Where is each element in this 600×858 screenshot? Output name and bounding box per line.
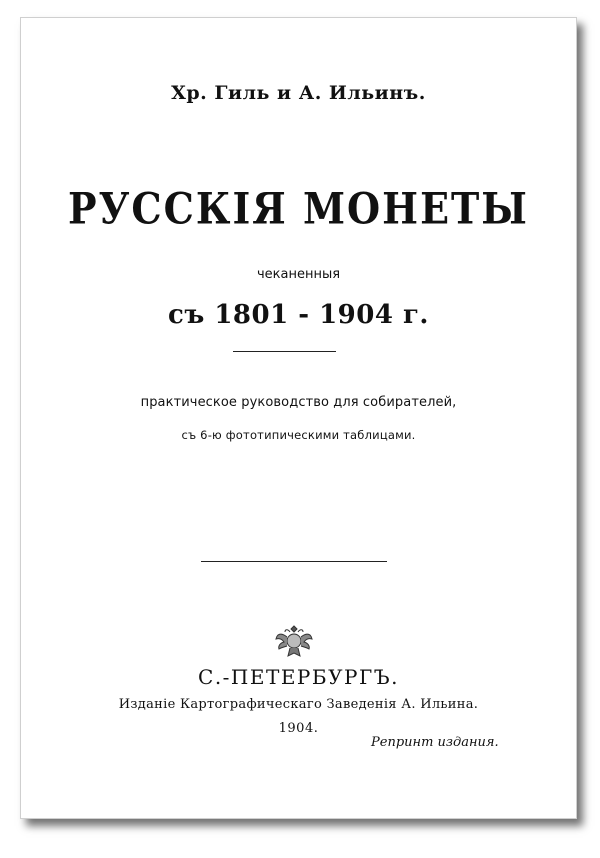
publisher: Изданіе Картографическаго Заведенія А. Ильина. xyxy=(118,697,479,712)
subtitle: чеканенныя xyxy=(256,267,341,282)
reprint-note: Репринт издания. xyxy=(371,735,499,750)
title-page xyxy=(20,17,577,819)
date-range: съ 1801 - 1904 г. xyxy=(168,300,429,330)
divider-rule xyxy=(201,561,387,562)
publication-year: 1904. xyxy=(278,721,319,736)
description-line-2: съ 6-ю фототипическими таблицами. xyxy=(181,428,416,442)
divider-rule xyxy=(233,351,336,352)
book-title: РУССКІЯ МОНЕТЫ xyxy=(68,183,529,234)
description-line-1: практическое руководство для собирателей, xyxy=(140,395,457,410)
authors: Хр. Гиль и А. Ильинъ. xyxy=(171,82,426,104)
city: С.-ПЕТЕРБУРГЪ. xyxy=(198,665,399,689)
imperial-eagle-icon xyxy=(273,620,315,662)
